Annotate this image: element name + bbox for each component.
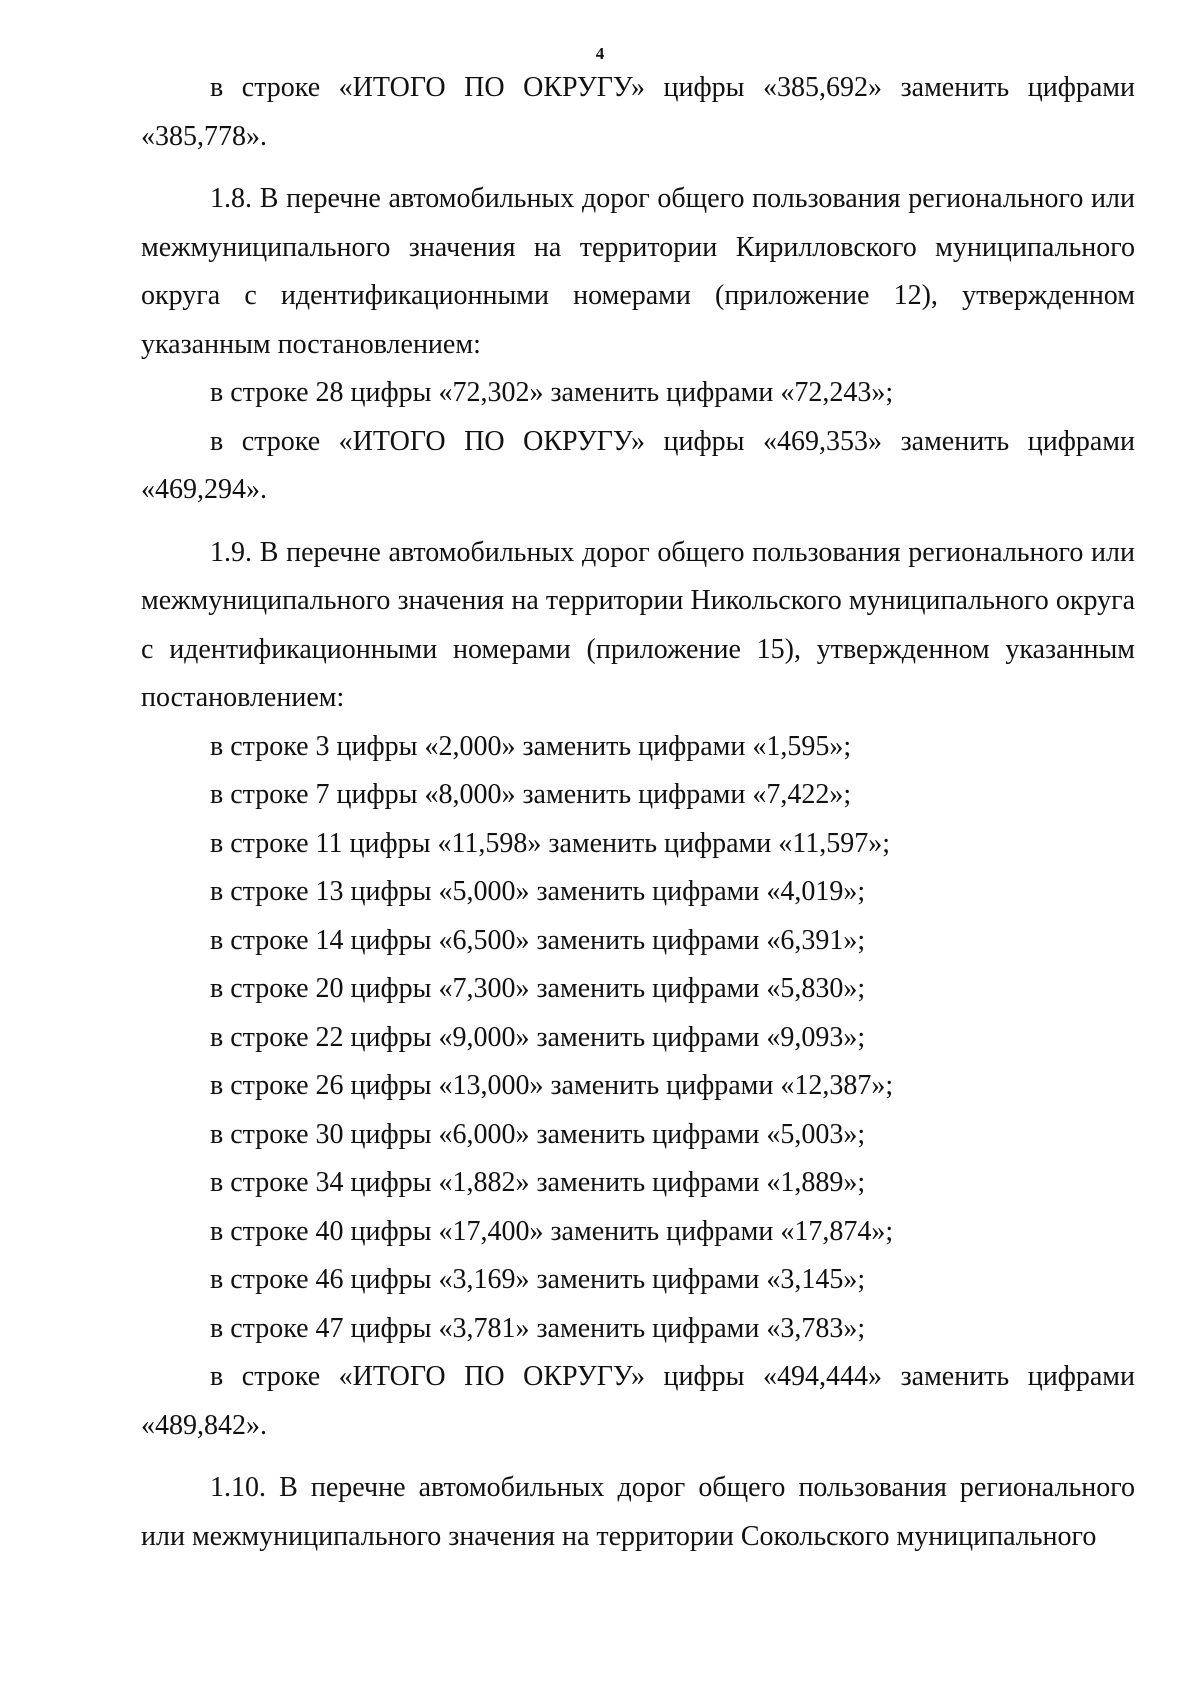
amendment-line: в строке 3 цифры «2,000» заменить цифрами «1,595»;: [210, 730, 852, 762]
amendment-line: в строке 26 цифры «13,000» заменить цифрами «12,387»;: [210, 1070, 894, 1101]
document-body: [141, 64, 1135, 1561]
document-paragraph: в строке «ИТОГО ПО ОКРУГУ» цифры «385,692» заменить цифрами «385,778».: [141, 72, 1135, 152]
amendment-line: в строке 40 цифры «17,400» заменить цифрами «17,874»;: [210, 1215, 894, 1247]
amendment-line: в строке 34 цифры «1,882» заменить цифрами «1,889»;: [210, 1167, 866, 1198]
amendment-line: в строке 30 цифры «6,000» заменить цифрами «5,003»;: [210, 1118, 866, 1150]
amendment-line: в строке 46 цифры «3,169» заменить цифрами «3,145»;: [210, 1264, 866, 1295]
amendment-line: в строке 28 цифры «72,302» заменить цифрами «72,243»;: [210, 377, 894, 408]
amendment-line: в строке 20 цифры «7,300» заменить цифрами «5,830»;: [210, 973, 866, 1004]
amendment-line: в строке 22 цифры «9,000» заменить цифрами «9,093»;: [210, 1021, 866, 1053]
amendment-line: в строке 13 цифры «5,000» заменить цифрами «4,019»;: [210, 876, 866, 907]
page-number: 4: [595, 44, 605, 63]
document-paragraph: 1.10. В перечне автомобильных дорог общего пользования регионального или межмуниципального значения на территории Сокольского муниципального: [141, 1472, 1135, 1552]
amendment-line: в строке 47 цифры «3,781» заменить цифрами «3,783»;: [210, 1312, 866, 1344]
amendment-line: в строке 7 цифры «8,000» заменить цифрами «7,422»;: [210, 779, 852, 810]
document-paragraph: в строке «ИТОГО ПО ОКРУГУ» цифры «469,353» заменить цифрами «469,294».: [141, 425, 1135, 505]
amendment-line: в строке 11 цифры «11,598» заменить цифрами «11,597»;: [210, 827, 890, 859]
amendment-line: в строке 14 цифры «6,500» заменить цифрами «6,391»;: [210, 924, 866, 956]
document-paragraph: в строке «ИТОГО ПО ОКРУГУ» цифры «494,444» заменить цифрами «489,842».: [141, 1361, 1135, 1441]
document-paragraph: 1.9. В перечне автомобильных дорог общего пользования регионального или межмуниципального значения на территории Никольского муниципального округа с идентификационными номерами (приложение 15), утвержденном указанным постановлением:: [141, 536, 1135, 713]
document-paragraph: 1.8. В перечне автомобильных дорог общего пользования регионального или межмуниципального значения на территории Кирилловского муниципального округа с идентификационными номерами (приложение 12), утвержденном указанным постановлением:: [141, 183, 1135, 360]
